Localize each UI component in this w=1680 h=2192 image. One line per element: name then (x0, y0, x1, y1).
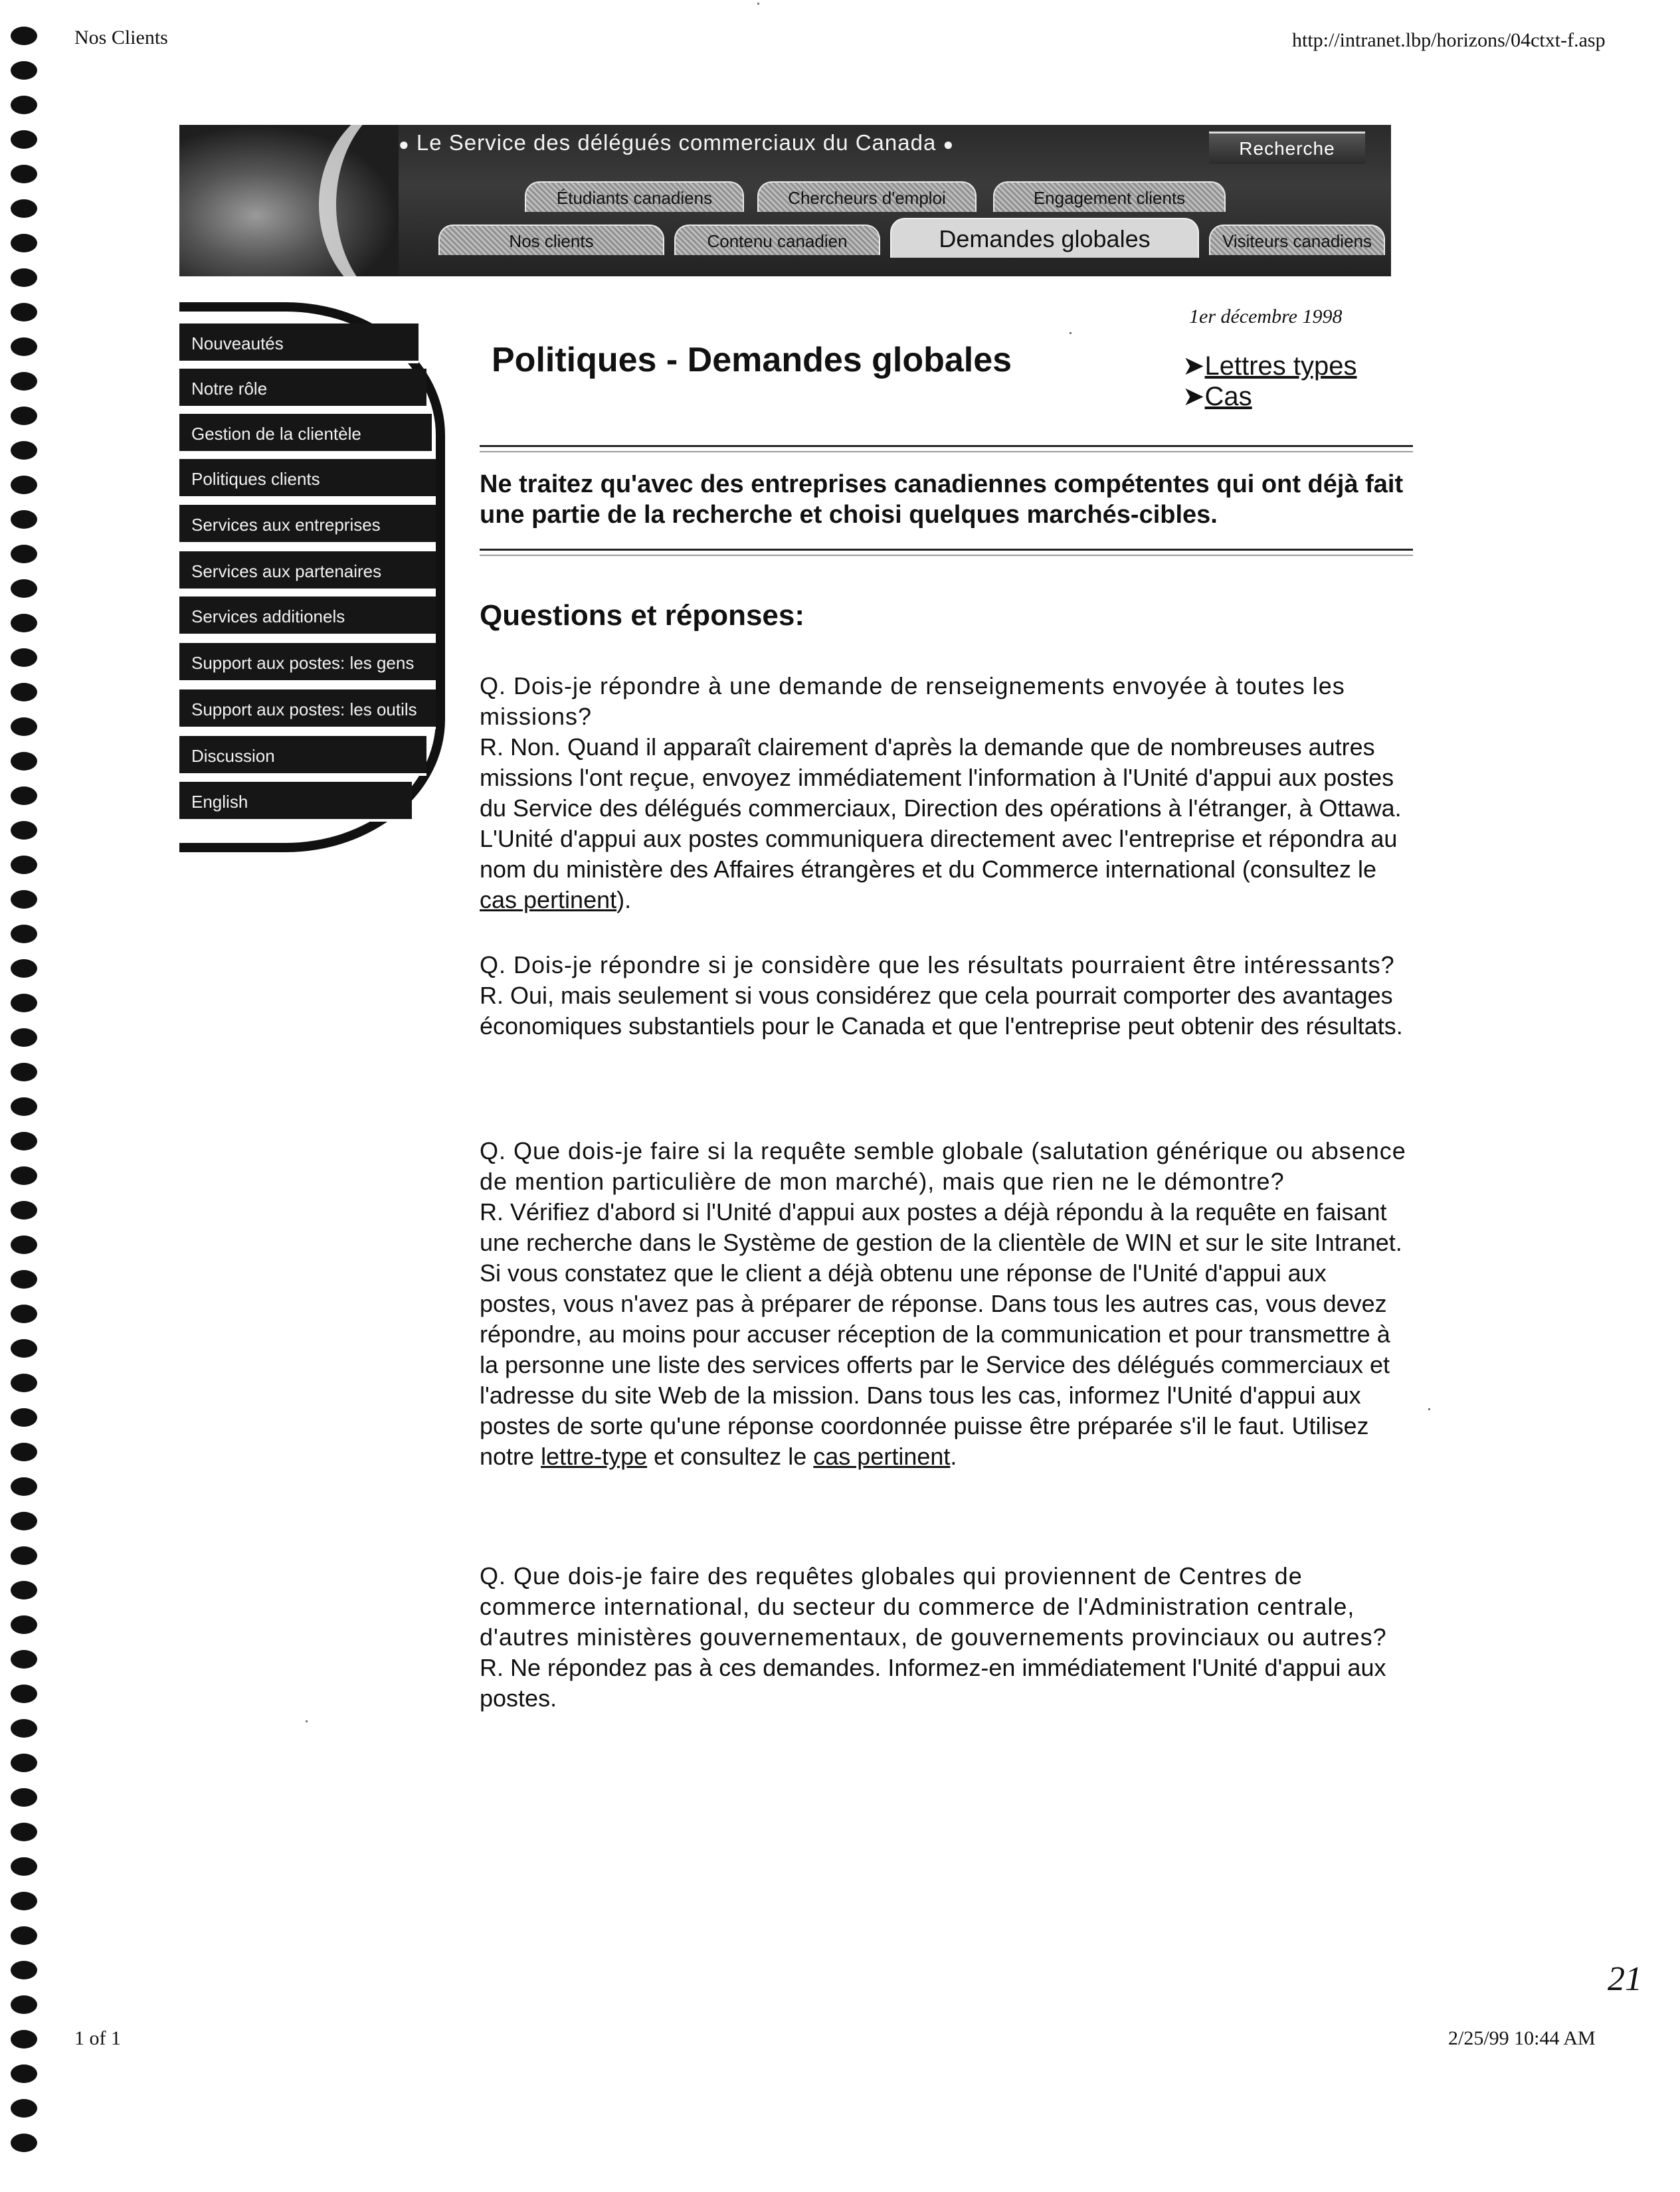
print-header-title: Nos Clients (74, 27, 168, 48)
qa-heading: Questions et réponses: (480, 599, 805, 632)
binder-hole (11, 510, 37, 529)
binder-hole (11, 27, 37, 45)
qa-answer-text: R. Vérifiez d'abord si l'Unité d'appui aux postes a déjà répondu à la requête en faisant une recherche dans le Système de gestion de la clientèle de WIN et sur le site Intranet. Si vous constatez que le client a déjà obtenu une réponse de l'Unité d'appui aux postes, vous n'avez pas à préparer de réponse. Dans tous les autres cas, vous devez répondre, au moins pour accuser réception de la communication et pour transmettre à la personne une liste des services offerts par le Service des délégués commerciaux et l'adresse du site Web de la mission. Dans tous les cas, informez l'Unité d'appui aux postes de sorte qu'une réponse coordonnée puisse être préparée s'il le faut. Utilisez notre (480, 1198, 1402, 1470)
binder-hole (11, 821, 37, 840)
sidebar-item-notre-role[interactable]: Notre rôle (179, 369, 426, 409)
qa-answer (480, 1197, 1410, 1472)
tab-chercheurs-emploi[interactable]: Chercheurs d'emploi (757, 181, 977, 212)
binder-hole (11, 1443, 37, 1461)
binder-hole (11, 925, 37, 943)
binder-hole (11, 994, 37, 1012)
binder-hole (11, 1063, 37, 1081)
qa-item (480, 950, 1410, 1042)
binder-hole (11, 1235, 37, 1254)
qa-question: Q. Que dois-je faire des requêtes globales qui proviennent de Centres de commerce international, du secteur du commerce de l'Administration centrale, d'autres ministères gouvernementaux, de gouvernements provinciaux ou autres? (480, 1562, 1387, 1651)
binder-hole (11, 683, 37, 701)
qa-answer-text: R. Non. Quand il apparaît clairement d'après la demande que de nombreuses autres missions l'ont reçue, envoyez immédiatement l'information à l'Unité d'appui aux postes du Service des délégués commerciaux, Direction des opérations à l'étranger, à Ottawa. L'Unité d'appui aux postes communiquera directement avec l'entreprise et répondra au nom du ministère des Affaires étrangères et du Commerce international (consultez le (480, 733, 1402, 883)
tab-contenu-canadien[interactable]: Contenu canadien (674, 225, 880, 255)
binder-hole (11, 1097, 37, 1116)
arrow-right-icon: ➤ (1182, 382, 1205, 411)
scan-speck (1428, 1408, 1430, 1410)
qa-answer-tail: . (950, 1443, 957, 1470)
sidebar-item-gestion-clientele[interactable]: Gestion de la clientèle (179, 414, 432, 454)
tab-etudiants-canadiens[interactable]: Étudiants canadiens (525, 181, 744, 212)
binder-hole (11, 1408, 37, 1427)
binder-hole (11, 1685, 37, 1703)
site-banner (179, 125, 1391, 276)
binder-holes (8, 27, 37, 2179)
binder-hole (11, 2134, 37, 2152)
binder-hole (11, 717, 37, 736)
binder-hole (11, 1754, 37, 1772)
binder-hole (11, 614, 37, 632)
scan-speck (306, 1720, 308, 1722)
print-footer-page: 1 of 1 (74, 2027, 121, 2049)
binder-hole (11, 1719, 37, 1738)
qa-item (480, 671, 1410, 915)
binder-hole (11, 1374, 37, 1392)
binder-hole (11, 372, 37, 391)
tab-nos-clients[interactable]: Nos clients (438, 225, 664, 255)
binder-hole (11, 1892, 37, 1910)
binder-hole (11, 1857, 37, 1876)
binder-hole (11, 96, 37, 114)
related-links (1182, 351, 1357, 412)
binder-hole (11, 303, 37, 321)
binder-hole (11, 1546, 37, 1565)
binder-hole (11, 1512, 37, 1530)
binder-hole (11, 1339, 37, 1358)
tab-engagement-clients[interactable]: Engagement clients (993, 181, 1226, 212)
binder-hole (11, 1132, 37, 1150)
qa-answer: R. Ne répondez pas à ces demandes. Informez-en immédiatement l'Unité d'appui aux postes. (480, 1654, 1386, 1712)
binder-hole (11, 1305, 37, 1323)
qa-answer-mid: et consultez le (647, 1443, 814, 1470)
binder-hole (11, 1961, 37, 1979)
print-header-url: http://intranet.lbp/horizons/04ctxt-f.asp (1292, 29, 1606, 51)
binder-hole (11, 1201, 37, 1220)
binder-hole (11, 1823, 37, 1841)
scan-speck (1070, 332, 1072, 334)
binder-hole (11, 1581, 37, 1599)
binder-hole (11, 268, 37, 287)
link-lettre-type[interactable]: lettre-type (541, 1443, 648, 1470)
binder-hole (11, 1926, 37, 1945)
binder-hole (11, 1788, 37, 1807)
binder-hole (11, 786, 37, 805)
qa-question: Q. Dois-je répondre à une demande de renseignements envoyée à toutes les missions? (480, 672, 1345, 730)
policy-note: Ne traitez qu'avec des entreprises canadiennes compétentes qui ont déjà fait une partie de la recherche et choisi quelques marchés-cibles. (480, 470, 1404, 529)
sidebar-item-services-additionels[interactable]: Services additionels (179, 596, 436, 636)
binder-hole (11, 579, 37, 598)
binder-hole (11, 2030, 37, 2049)
binder-hole (11, 1166, 37, 1185)
tab-demandes-globales[interactable]: Demandes globales (890, 218, 1199, 258)
bullet-icon: ● (399, 134, 410, 154)
binder-hole (11, 648, 37, 667)
qa-answer: R. Oui, mais seulement si vous considérez que cela pourrait comporter des avantages économiques substantiels pour le Canada et que l'entreprise peut obtenir des résultats. (480, 982, 1403, 1040)
binder-hole (11, 1477, 37, 1496)
tab-visiteurs-canadiens[interactable]: Visiteurs canadiens (1209, 225, 1385, 255)
binder-hole (11, 476, 37, 494)
page-title: Politiques - Demandes globales (492, 341, 1012, 379)
binder-hole (11, 1650, 37, 1669)
link-cas-pertinent[interactable]: cas pertinent (813, 1443, 951, 1470)
binder-hole (11, 165, 37, 183)
banner-title (399, 130, 954, 155)
binder-hole (11, 890, 37, 909)
sidebar-item-support-gens[interactable]: Support aux postes: les gens (179, 643, 436, 683)
binder-hole (11, 199, 37, 218)
bullet-icon: ● (943, 134, 955, 154)
binder-hole (11, 337, 37, 356)
publication-date: 1er décembre 1998 (1189, 306, 1343, 327)
binder-hole (11, 1615, 37, 1634)
qa-answer (480, 732, 1410, 915)
binder-hole (11, 441, 37, 460)
link-cas[interactable]: Cas (1204, 382, 1252, 411)
sidebar-item-english[interactable]: English (179, 782, 412, 822)
divider (480, 445, 1413, 452)
qa-item (480, 1561, 1410, 1714)
binder-hole (11, 407, 37, 425)
binder-hole (11, 545, 37, 563)
qa-question: Q. Que dois-je faire si la requête semble globale (salutation générique ou absence de mention particulière de mon marché), mais que rien ne le démontre? (480, 1137, 1406, 1195)
binder-hole (11, 2064, 37, 2083)
qa-item (480, 1136, 1410, 1472)
binder-hole (11, 959, 37, 978)
sidebar-item-services-entreprises[interactable]: Services aux entreprises (179, 505, 436, 545)
binder-hole (11, 130, 37, 149)
binder-hole (11, 1270, 37, 1289)
binder-hole (11, 752, 37, 771)
divider (480, 549, 1413, 556)
sidebar-item-discussion[interactable]: Discussion (179, 736, 426, 776)
binder-hole (11, 1995, 37, 2014)
binder-hole (11, 856, 37, 874)
sidebar-item-support-outils[interactable]: Support aux postes: les outils (179, 689, 436, 729)
sidebar-item-services-partenaires[interactable]: Services aux partenaires (179, 551, 436, 591)
search-button[interactable]: Recherche (1209, 132, 1365, 164)
binder-hole (11, 234, 37, 252)
binder-hole (11, 2099, 37, 2118)
binder-hole (11, 61, 37, 80)
handwritten-page-number: 21 (1608, 1960, 1642, 1998)
qa-answer-tail: ). (616, 886, 632, 913)
print-footer-timestamp: 2/25/99 10:44 AM (1448, 2027, 1596, 2049)
sidebar-nav (179, 302, 445, 854)
arrow-right-icon: ➤ (1182, 351, 1205, 381)
sidebar-item-politiques-clients[interactable]: Politiques clients (179, 459, 436, 499)
banner-title-text: Le Service des délégués commerciaux du Canada (416, 130, 937, 155)
link-cas-pertinent[interactable]: cas pertinent (480, 886, 617, 913)
link-lettres-types[interactable]: Lettres types (1204, 351, 1357, 381)
qa-question: Q. Dois-je répondre si je considère que les résultats pourraient être intéressants? (480, 951, 1395, 978)
sidebar-item-nouveautes[interactable]: Nouveautés (179, 323, 419, 363)
binder-hole (11, 1028, 37, 1047)
scan-speck (757, 3, 759, 5)
